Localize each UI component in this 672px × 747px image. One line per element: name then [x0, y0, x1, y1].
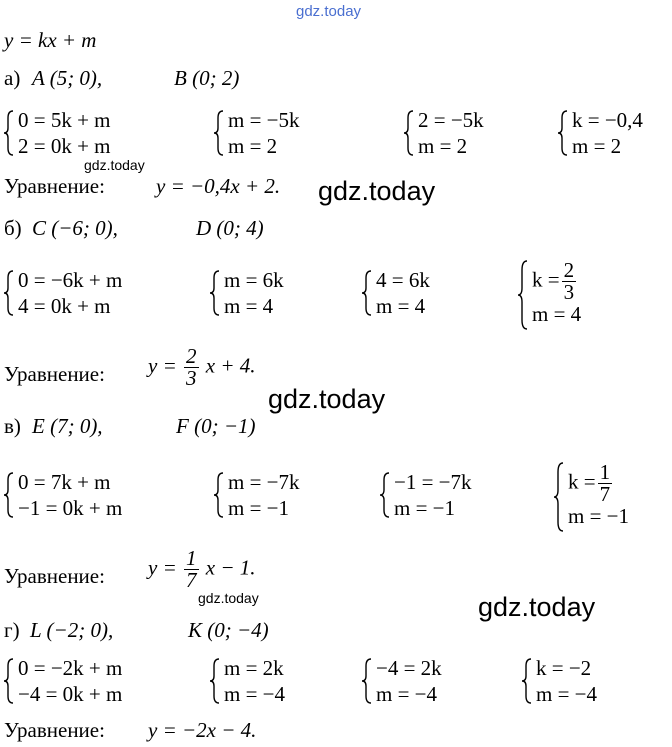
part-c-equation: y = $\frac{1}{7}$ x − 1. — [148, 546, 256, 592]
brace-icon — [4, 270, 14, 316]
part-a-equation: y = −0,4x + 2. — [156, 174, 281, 198]
part-a-label: а) — [4, 66, 21, 90]
brace-icon — [4, 110, 14, 156]
watermark-small: gdz.today — [84, 157, 145, 173]
brace-icon — [380, 472, 390, 518]
brace-icon — [362, 270, 372, 316]
brace-icon — [210, 270, 220, 316]
watermark-small: gdz.today — [198, 590, 259, 606]
brace-icon — [214, 472, 224, 518]
brace-icon — [522, 658, 532, 704]
fraction: $\frac{2}{3}$ — [563, 258, 575, 304]
part-b-point-2: D (0; 4) — [196, 216, 264, 240]
general-formula: y = kx + m — [4, 28, 97, 52]
fraction: $\frac{1}{7}$ — [186, 546, 197, 592]
part-c-label: в) — [4, 414, 21, 438]
watermark-large: gdz.today — [318, 176, 436, 206]
part-a-equation-label: Уравнение: — [4, 174, 105, 198]
part-b-equation: y = $\frac{2}{3}$ x + 4. — [148, 344, 256, 390]
brace-icon — [214, 110, 224, 156]
part-a-point-2: B (0; 2) — [174, 66, 240, 90]
brace-icon — [558, 110, 568, 156]
part-d-point-2: K (0; −4) — [188, 618, 269, 642]
part-c-equation-label: Уравнение: — [4, 564, 105, 588]
brace-icon — [518, 260, 528, 330]
brace-icon — [4, 472, 14, 518]
brace-icon — [404, 110, 414, 156]
brace-icon — [362, 658, 372, 704]
brace-icon — [210, 658, 220, 704]
part-d-point-1: L (−2; 0), — [30, 618, 114, 642]
watermark-large: gdz.today — [268, 384, 386, 414]
part-b-point-1: C (−6; 0), — [32, 216, 118, 240]
part-a-point-1: A (5; 0), — [32, 66, 103, 90]
brace-icon — [554, 462, 564, 532]
part-d-equation-label: Уравнение: — [4, 718, 105, 742]
part-c-point-1: E (7; 0), — [32, 414, 103, 438]
fraction: $\frac{1}{7}$ — [599, 460, 611, 506]
part-d-equation: y = −2x − 4. — [148, 718, 257, 742]
watermark-top: gdz.today — [296, 3, 362, 20]
watermark-large: gdz.today — [478, 592, 596, 622]
brace-icon — [4, 658, 14, 704]
part-c-point-2: F (0; −1) — [176, 414, 256, 438]
part-b-equation-label: Уравнение: — [4, 362, 105, 386]
part-d-label: г) — [4, 618, 20, 642]
fraction: $\frac{2}{3}$ — [186, 344, 197, 390]
part-b-label: б) — [4, 216, 22, 240]
